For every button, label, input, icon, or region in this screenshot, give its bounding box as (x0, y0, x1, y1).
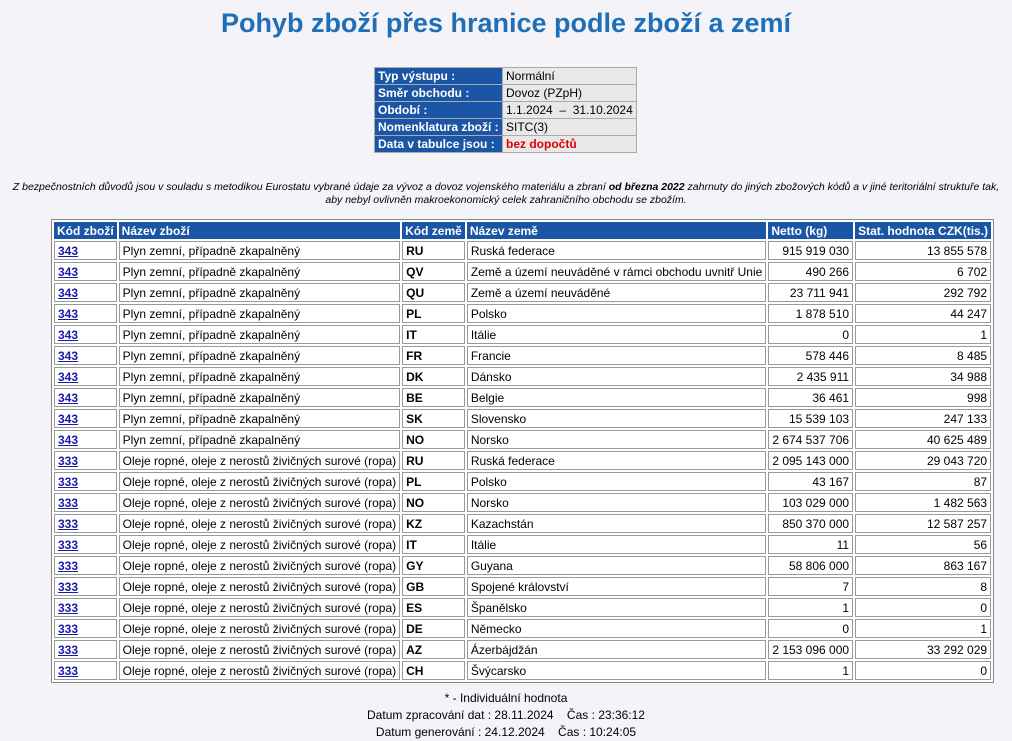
cell-net-weight: 11 (768, 535, 853, 554)
col-header-goods-name[interactable]: Název zboží (119, 222, 400, 239)
cell-goods-name: Plyn zemní, případně zkapalněný (119, 346, 400, 365)
table-row (54, 640, 991, 659)
cell-goods-code (54, 430, 117, 449)
cell-stat-value: 13 855 578 (855, 241, 991, 260)
goods-code-link[interactable]: 333 (58, 516, 79, 531)
cell-country-name: Švýcarsko (467, 661, 767, 680)
param-row (375, 85, 636, 101)
cell-stat-value: 1 482 563 (855, 493, 991, 512)
goods-code-link[interactable]: 333 (58, 600, 79, 615)
table-row (54, 598, 991, 617)
cell-country-code: FR (402, 346, 465, 365)
cell-stat-value: 6 702 (855, 262, 991, 281)
cell-net-weight: 43 167 (768, 472, 853, 491)
cell-goods-name: Plyn zemní, případně zkapalněný (119, 430, 400, 449)
cell-goods-code (54, 556, 117, 575)
goods-code-link[interactable]: 333 (58, 621, 79, 636)
cell-net-weight: 36 461 (768, 388, 853, 407)
cell-goods-name: Plyn zemní, případně zkapalněný (119, 325, 400, 344)
cell-net-weight: 850 370 000 (768, 514, 853, 533)
cell-goods-name: Plyn zemní, případně zkapalněný (119, 304, 400, 323)
cell-net-weight: 490 266 (768, 262, 853, 281)
cell-stat-value: 8 485 (855, 346, 991, 365)
cell-net-weight: 23 711 941 (768, 283, 853, 302)
col-header-country-name[interactable]: Název země (467, 222, 767, 239)
cell-net-weight: 58 806 000 (768, 556, 853, 575)
param-row (375, 102, 636, 118)
table-row (54, 661, 991, 680)
table-row (54, 241, 991, 260)
cell-country-name: Země a území neuváděné v rámci obchodu uvnitř Unie (467, 262, 767, 281)
cell-stat-value: 1 (855, 325, 991, 344)
cell-net-weight: 1 (768, 661, 853, 680)
goods-code-link[interactable]: 343 (58, 264, 79, 279)
cell-goods-name: Plyn zemní, případně zkapalněný (119, 388, 400, 407)
note-text-3: aby nebyl ovlivněn makroekonomický celek zahraničního obchodu se zbožím. (325, 194, 687, 206)
col-header-country-code[interactable]: Kód země (402, 222, 465, 239)
goods-code-link[interactable]: 343 (58, 432, 79, 447)
cell-country-name: Německo (467, 619, 767, 638)
cell-goods-code (54, 325, 117, 344)
cell-goods-name: Plyn zemní, případně zkapalněný (119, 262, 400, 281)
cell-country-name: Ruská federace (467, 451, 767, 470)
param-value: bez dopočtů (503, 136, 636, 152)
table-row (54, 325, 991, 344)
cell-goods-code (54, 472, 117, 491)
goods-code-link[interactable]: 333 (58, 663, 79, 678)
goods-code-link[interactable]: 333 (58, 537, 79, 552)
cell-country-code: GB (402, 577, 465, 596)
cell-net-weight: 578 446 (768, 346, 853, 365)
table-row (54, 556, 991, 575)
param-label: Směr obchodu : (375, 85, 502, 101)
table-row (54, 388, 991, 407)
cell-country-code: QV (402, 262, 465, 281)
cell-stat-value: 12 587 257 (855, 514, 991, 533)
cell-goods-code (54, 514, 117, 533)
goods-code-link[interactable]: 333 (58, 558, 79, 573)
cell-net-weight: 1 (768, 598, 853, 617)
cell-goods-name: Plyn zemní, případně zkapalněný (119, 367, 400, 386)
cell-country-name: Polsko (467, 304, 767, 323)
cell-stat-value: 87 (855, 472, 991, 491)
cell-country-name: Španělsko (467, 598, 767, 617)
cell-net-weight: 103 029 000 (768, 493, 853, 512)
goods-code-link[interactable]: 343 (58, 285, 79, 300)
goods-code-link[interactable]: 343 (58, 369, 79, 384)
cell-goods-code (54, 577, 117, 596)
cell-goods-name: Oleje ropné, oleje z nerostů živičných surové (ropa) (119, 493, 400, 512)
cell-goods-code (54, 535, 117, 554)
cell-country-name: Dánsko (467, 367, 767, 386)
cell-goods-code (54, 493, 117, 512)
table-row (54, 619, 991, 638)
cell-country-name: Spojené království (467, 577, 767, 596)
table-row (54, 367, 991, 386)
table-row (54, 535, 991, 554)
cell-stat-value: 33 292 029 (855, 640, 991, 659)
cell-goods-code (54, 367, 117, 386)
cell-country-code: PL (402, 472, 465, 491)
cell-goods-code (54, 262, 117, 281)
goods-code-link[interactable]: 333 (58, 495, 79, 510)
cell-goods-name: Oleje ropné, oleje z nerostů živičných surové (ropa) (119, 472, 400, 491)
cell-goods-code (54, 619, 117, 638)
param-value: 1.1.2024 – 31.10.2024 (503, 102, 636, 118)
cell-country-name: Guyana (467, 556, 767, 575)
col-header-net-weight[interactable]: Netto (kg) (768, 222, 853, 239)
cell-goods-code (54, 304, 117, 323)
cell-goods-name: Oleje ropné, oleje z nerostů živičných surové (ropa) (119, 451, 400, 470)
security-note (0, 181, 1012, 207)
table-row (54, 409, 991, 428)
cell-stat-value: 40 625 489 (855, 430, 991, 449)
cell-stat-value: 0 (855, 661, 991, 680)
cell-country-name: Itálie (467, 535, 767, 554)
table-row (54, 430, 991, 449)
cell-country-code: ES (402, 598, 465, 617)
cell-country-code: QU (402, 283, 465, 302)
cell-goods-name: Plyn zemní, případně zkapalněný (119, 283, 400, 302)
table-row (54, 304, 991, 323)
cell-goods-code (54, 661, 117, 680)
cell-country-code: AZ (402, 640, 465, 659)
cell-stat-value: 1 (855, 619, 991, 638)
cell-country-name: Ázerbájdžán (467, 640, 767, 659)
table-row (54, 283, 991, 302)
cell-country-name: Norsko (467, 430, 767, 449)
cell-goods-code (54, 640, 117, 659)
table-row (54, 451, 991, 470)
param-value: Dovoz (PZpH) (503, 85, 636, 101)
cell-country-code: BE (402, 388, 465, 407)
cell-goods-name: Oleje ropné, oleje z nerostů živičných surové (ropa) (119, 535, 400, 554)
cell-goods-code (54, 409, 117, 428)
cell-country-name: Ruská federace (467, 241, 767, 260)
col-header-stat-value[interactable]: Stat. hodnota CZK(tis.) (855, 222, 991, 239)
parameters-table (374, 67, 637, 153)
goods-code-link[interactable]: 333 (58, 474, 79, 489)
table-row (54, 346, 991, 365)
trade-table (51, 219, 994, 683)
cell-net-weight: 15 539 103 (768, 409, 853, 428)
param-row (375, 68, 636, 84)
note-text-1: Z bezpečnostních důvodů jsou v souladu s metodikou Eurostatu vybrané údaje za vývoz a dovoz vojenského materiálu a zbraní (12, 181, 609, 193)
goods-code-link[interactable]: 333 (58, 579, 79, 594)
param-value: SITC(3) (503, 119, 636, 135)
param-label: Období : (375, 102, 502, 118)
cell-goods-code (54, 598, 117, 617)
cell-country-code: KZ (402, 514, 465, 533)
goods-code-link[interactable]: 343 (58, 411, 79, 426)
table-row (54, 262, 991, 281)
cell-stat-value: 8 (855, 577, 991, 596)
goods-code-link[interactable]: 343 (58, 306, 79, 321)
page-title: Pohyb zboží přes hranice podle zboží a zemí (220, 8, 792, 38)
cell-country-name: Belgie (467, 388, 767, 407)
goods-code-link[interactable]: 343 (58, 390, 79, 405)
goods-code-link[interactable]: 343 (58, 348, 79, 363)
cell-goods-name: Oleje ropné, oleje z nerostů živičných surové (ropa) (119, 598, 400, 617)
cell-net-weight: 1 878 510 (768, 304, 853, 323)
cell-country-code: CH (402, 661, 465, 680)
cell-stat-value: 863 167 (855, 556, 991, 575)
cell-net-weight: 2 435 911 (768, 367, 853, 386)
cell-stat-value: 247 133 (855, 409, 991, 428)
footer-legend: * - Individuální hodnota (444, 691, 568, 705)
cell-country-name: Země a území neuváděné (467, 283, 767, 302)
footer (0, 690, 1012, 741)
param-label: Typ výstupu : (375, 68, 502, 84)
param-label: Nomenklatura zboží : (375, 119, 502, 135)
col-header-goods-code[interactable]: Kód zboží (54, 222, 117, 239)
cell-country-name: Kazachstán (467, 514, 767, 533)
cell-country-code: NO (402, 493, 465, 512)
cell-country-name: Norsko (467, 493, 767, 512)
cell-net-weight: 7 (768, 577, 853, 596)
cell-goods-name: Oleje ropné, oleje z nerostů živičných surové (ropa) (119, 556, 400, 575)
cell-country-code: RU (402, 241, 465, 260)
cell-net-weight: 2 153 096 000 (768, 640, 853, 659)
cell-country-code: NO (402, 430, 465, 449)
cell-goods-code (54, 241, 117, 260)
header-row (54, 222, 991, 239)
cell-stat-value: 56 (855, 535, 991, 554)
cell-country-name: Slovensko (467, 409, 767, 428)
cell-country-code: SK (402, 409, 465, 428)
cell-net-weight: 0 (768, 325, 853, 344)
cell-stat-value: 0 (855, 598, 991, 617)
cell-country-code: PL (402, 304, 465, 323)
cell-goods-name: Oleje ropné, oleje z nerostů živičných surové (ropa) (119, 640, 400, 659)
param-value: Normální (503, 68, 636, 84)
cell-stat-value: 29 043 720 (855, 451, 991, 470)
param-row (375, 136, 636, 152)
cell-country-code: IT (402, 325, 465, 344)
cell-goods-code (54, 346, 117, 365)
cell-net-weight: 2 095 143 000 (768, 451, 853, 470)
goods-code-link[interactable]: 343 (58, 327, 79, 342)
goods-code-link[interactable]: 333 (58, 642, 79, 657)
cell-goods-name: Oleje ropné, oleje z nerostů živičných surové (ropa) (119, 577, 400, 596)
cell-goods-code (54, 451, 117, 470)
cell-country-name: Itálie (467, 325, 767, 344)
cell-goods-code (54, 283, 117, 302)
cell-goods-name: Plyn zemní, případně zkapalněný (119, 409, 400, 428)
param-label: Data v tabulce jsou : (375, 136, 502, 152)
cell-stat-value: 34 988 (855, 367, 991, 386)
param-row (375, 119, 636, 135)
cell-country-code: IT (402, 535, 465, 554)
note-text-2: zahrnuty do jiných zbožových kódů a v jiné teritoriální struktuře tak, (684, 181, 1000, 193)
cell-country-name: Polsko (467, 472, 767, 491)
cell-country-code: RU (402, 451, 465, 470)
footer-processed: Datum zpracování dat : 28.11.2024 Čas : 23:36:12 (367, 708, 645, 722)
cell-goods-name: Oleje ropné, oleje z nerostů živičných surové (ropa) (119, 514, 400, 533)
table-row (54, 472, 991, 491)
cell-net-weight: 0 (768, 619, 853, 638)
table-row (54, 577, 991, 596)
cell-goods-code (54, 388, 117, 407)
cell-goods-name: Oleje ropné, oleje z nerostů živičných surové (ropa) (119, 619, 400, 638)
goods-code-link[interactable]: 343 (58, 243, 79, 258)
cell-country-code: GY (402, 556, 465, 575)
table-row (54, 493, 991, 512)
table-row (54, 514, 991, 533)
cell-stat-value: 998 (855, 388, 991, 407)
cell-goods-name: Plyn zemní, případně zkapalněný (119, 241, 400, 260)
cell-country-code: DK (402, 367, 465, 386)
cell-goods-name: Oleje ropné, oleje z nerostů živičných surové (ropa) (119, 661, 400, 680)
cell-country-code: DE (402, 619, 465, 638)
cell-net-weight: 915 919 030 (768, 241, 853, 260)
cell-stat-value: 44 247 (855, 304, 991, 323)
goods-code-link[interactable]: 333 (58, 453, 79, 468)
cell-stat-value: 292 792 (855, 283, 991, 302)
note-bold: od března 2022 (608, 181, 685, 193)
cell-country-name: Francie (467, 346, 767, 365)
cell-net-weight: 2 674 537 706 (768, 430, 853, 449)
footer-generated: Datum generování : 24.12.2024 Čas : 10:24:05 (375, 725, 637, 739)
